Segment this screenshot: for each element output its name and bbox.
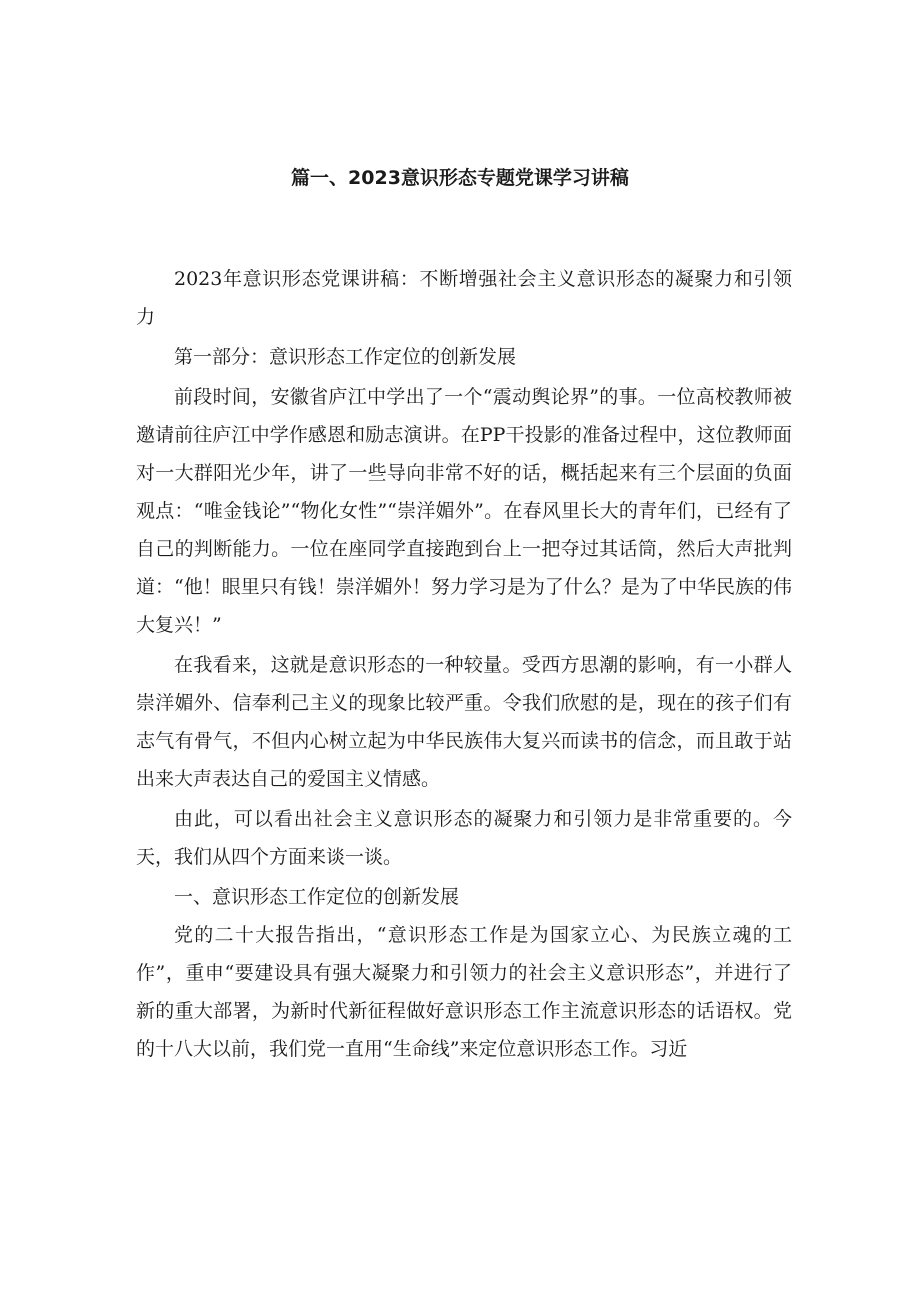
paragraph-four-aspects: 由此，可以看出社会主义意识形态的凝聚力和引领力是非常重要的。今天，我们从四个方面来谈一谈。 xyxy=(136,808,792,868)
paragraph-twentieth-congress: 党的二十大报告指出，“意识形态工作是为国家立心、为民族立魂的工作”，重申“要建设具有强大凝聚力和引领力的社会主义意识形态”，并进行了新的重大部署，为新时代新征程做好意识形态工作主流意识形态的话语权。党的十八大以前，我们党一直用“生命线”来定位意识形态工作。习近 xyxy=(136,924,792,1060)
paragraph-subtitle: 2023年意识形态党课讲稿：不断增强社会主义意识形态的凝聚力和引领力 xyxy=(136,268,792,328)
paragraph-part-one: 第一部分：意识形态工作定位的创新发展 xyxy=(174,346,517,368)
document-body xyxy=(136,260,792,1068)
section-heading: 一、意识形态工作定位的创新发展 xyxy=(174,886,460,908)
paragraph-lujiang-event: 前段时间，安徽省庐江中学出了一个“震动舆论界”的事。一位高校教师被邀请前往庐江中学作感恩和励志演讲。在PP干投影的准备过程中，这位教师面对一大群阳光少年，讲了一些导向非常不好的话，概括起来有三个层面的负面观点：“唯金钱论”“物化女性”“崇洋媚外”。在春风里长大的青年们，已经有了自己的判断能力。一位在座同学直接跑到台上一把夺过其话筒，然后大声批判道：“他！眼里只有钱！崇洋媚外！努力学习是为了什么？是为了中华民族的伟大复兴！” xyxy=(136,386,792,636)
paragraph-ideology-contest: 在我看来，这就是意识形态的一种较量。受西方思潮的影响，有一小群人崇洋媚外、信奉利己主义的现象比较严重。令我们欣慰的是，现在的孩子们有志气有骨气，不但内心树立起为中华民族伟大复兴而读书的信念，而且敢于站出来大声表达自己的爱国主义情感。 xyxy=(136,654,792,790)
document-title: 篇一、2023意识形态专题党课学习讲稿 xyxy=(291,167,629,189)
